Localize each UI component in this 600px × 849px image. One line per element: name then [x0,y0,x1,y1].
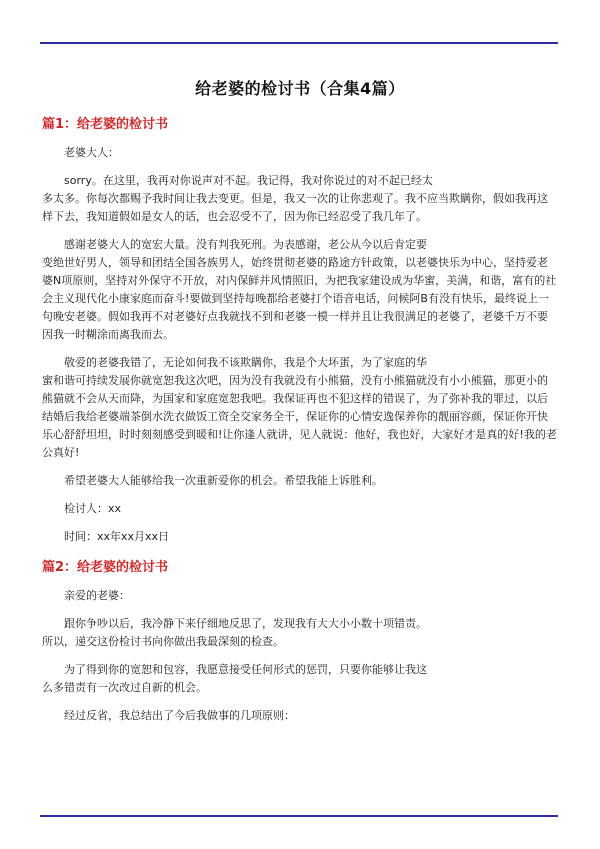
paragraph-line: sorry。在这里，我再对你说声对不起。我记得，我对你说过的对不起已经太 [64,174,433,187]
document-body [42,76,558,735]
salutation: 亲爱的老婆： [64,589,130,602]
bottom-rule [40,815,558,817]
paragraph-line: 变绝世好男人，领导和团结全国各族男人，始终贯彻老婆的路途方针政策，以老婆快乐为中心，坚持爱老婆N项原则，坚持对外保守不开放，对内保鲜并风情照旧，为把我家建设成为华蜜，美满，和谐，富有的社会主义现代化小康家庭而奋斗!要做到坚持每晚都给老婆打个语音电话，问候阿B有没有快乐，最终说上一句晚安老婆。假如我再不对老婆好点我就找不到和老婆一模一样并且让我很满足的老婆了，老婆千万不要因我一时糊涂而离我而去。 [42,256,557,341]
paragraph [42,172,558,226]
paragraph: 希望老婆大人能够给我一次重新爱你的机会。希望我能上诉胜利。 [64,474,383,487]
paragraph-line: 蜜和谐可持续发展你就宽恕我这次吧，因为没有我就没有小熊猫，没有小熊猫就没有小小熊猫，那更小的熊猫就不会从天而降，为国家和家庭宽恕我吧。我保证再也不犯这样的错误了，为了弥补我的罪过，以后结婚后我给老婆端茶倒水洗衣做饭工资全交家务全干，保证你的心情安逸保养你的靓丽容颜，保证你开快乐心舒舒坦坦，时时刻刻感受到暖和!让你逢人就讲，见人就说：他好，我也好，大家好才是真的好!我的老公真好! [42,374,557,459]
paragraph-line: 么多错责有一次改过自新的机会。 [42,681,207,694]
salutation: 老婆大人： [64,146,119,159]
top-rule [40,42,558,44]
paragraph-line: 感谢老婆大人的宽宏大量。没有判我死刑。为表感谢，老公从今以后肯定要 [64,238,427,251]
paragraph-line: 所以，递交这份检讨书向你做出我最深刻的检查。 [42,635,284,648]
paragraph-line: 多太多。你每次都赐予我时间让我去变更。但是，我又一次的让你悲观了。我不应当欺瞒你，假如我再这样下去，我知道假如是女人的话，也会忍受不了，因为你已经忍受了我几年了。 [42,192,548,223]
paragraph-line: 为了得到你的宽恕和包容，我愿意接受任何形式的惩罚，只要你能够让我这 [64,663,427,676]
paragraph [42,661,558,697]
paragraph [42,236,558,344]
date-line: 时间：xx年xx月xx日 [64,530,170,543]
paragraph-line: 敬爱的老婆我错了，无论如何我不该欺瞒你，我是个大坏蛋，为了家庭的华 [64,356,427,369]
paragraph-line: 跟你争吵以后，我冷静下来仔细地反思了，发现我有大大小小数十项错责。 [64,617,427,630]
paragraph [42,354,558,462]
paragraph: 经过反省，我总结出了今后我做事的几项原则： [64,709,295,722]
section-heading: 篇2：给老婆的检讨书 [42,560,169,575]
document-title: 给老婆的检讨书（合集4篇） [195,79,405,98]
signature: 检讨人：xx [64,502,122,515]
section-heading: 篇1：给老婆的检讨书 [42,117,169,132]
paragraph [42,615,558,651]
